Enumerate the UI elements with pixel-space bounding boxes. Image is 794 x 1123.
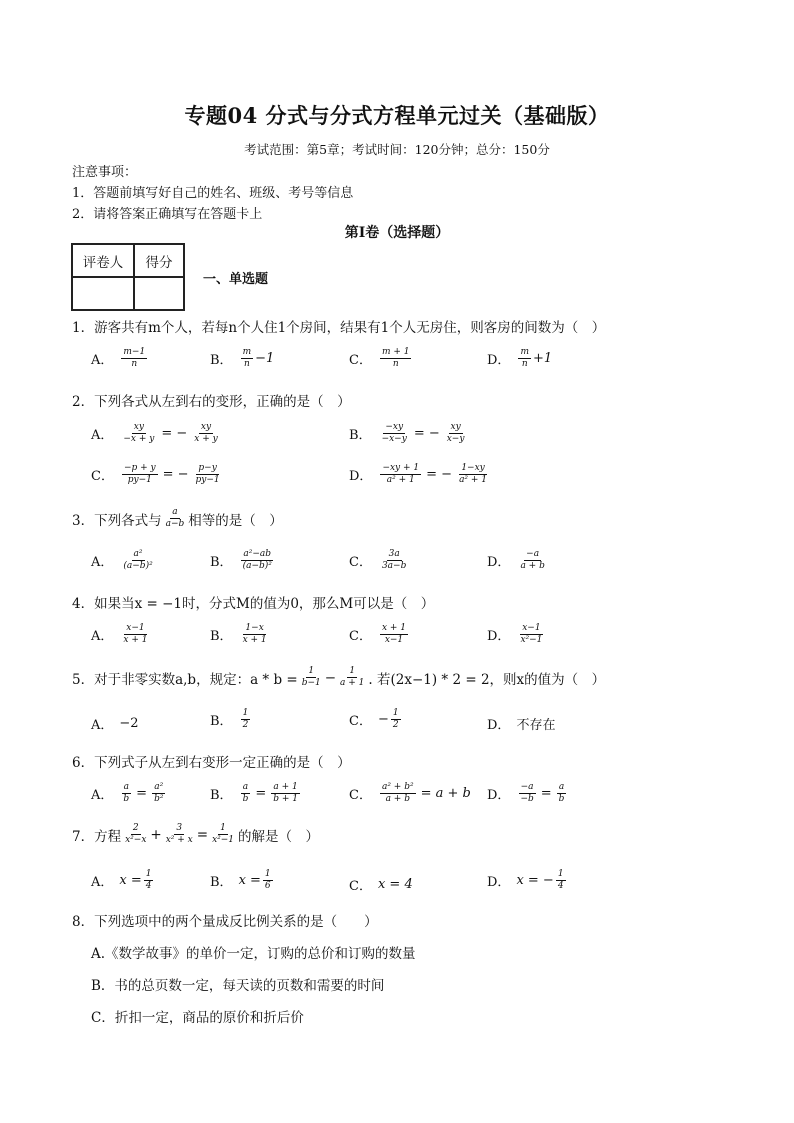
score-table-score-cell[interactable] (134, 277, 184, 310)
question-8-option-c[interactable]: C．折扣一定，商品的原价和折后价 (91, 1010, 304, 1026)
numerator: 1 (556, 870, 566, 881)
option-label: B． (210, 714, 233, 730)
question-6-option-d[interactable] (487, 783, 568, 805)
fraction (263, 870, 273, 892)
fraction (271, 783, 300, 805)
question-7-option-a[interactable] (91, 870, 155, 892)
denominator: n (131, 359, 138, 370)
option-label: A． (91, 875, 114, 891)
numerator: 1 (241, 709, 251, 720)
operator: − (324, 669, 337, 686)
denominator: n (243, 359, 250, 370)
denominator: 3a−b (381, 561, 407, 572)
fraction (210, 824, 236, 846)
fraction (338, 667, 366, 689)
option-prefix: x = (119, 873, 142, 889)
numerator: xy (449, 423, 463, 434)
fraction (241, 709, 251, 731)
question-5-option-a[interactable] (91, 714, 139, 733)
numerator: m + 1 (380, 348, 412, 359)
fraction (164, 824, 195, 846)
numerator: −a (524, 550, 541, 561)
numerator: x−1 (520, 624, 542, 635)
numerator: a² + b² (380, 783, 416, 794)
question-1-option-c[interactable] (349, 348, 413, 370)
numerator: 1 (144, 870, 154, 881)
denominator: b−1 (301, 678, 321, 689)
option-label: B． (210, 875, 233, 891)
denominator: x−y (446, 434, 465, 445)
relation: = a + b (420, 786, 471, 802)
question-8-option-b[interactable]: B．书的总页数一定，每天读的页数和需要的时间 (91, 978, 385, 994)
numerator: 1 (347, 667, 357, 678)
fraction (121, 783, 131, 805)
question-7-stem (72, 824, 319, 846)
option-value: 不存在 (516, 718, 556, 733)
stem-text: 3．下列各式与 (72, 512, 162, 529)
question-4-option-a[interactable] (91, 624, 151, 646)
relation: = (136, 786, 148, 802)
denominator: n (392, 359, 399, 370)
score-table-grader-header: 评卷人 (72, 244, 134, 277)
fraction (445, 423, 467, 445)
denominator: a + b (385, 794, 410, 805)
question-1-option-b[interactable] (210, 348, 274, 370)
question-7-option-d[interactable] (487, 870, 568, 892)
numerator: 1 (391, 709, 401, 720)
denominator: b (558, 794, 565, 805)
fraction (380, 423, 409, 445)
numerator: p−y (196, 464, 218, 475)
numerator: a² (152, 783, 165, 794)
option-label: A． (91, 629, 114, 645)
relation: = − (426, 467, 453, 483)
numerator: a²−ab (241, 550, 273, 561)
question-4-stem: 4．如果当x = −1时，分式M的值为0，那么M可以是（ ） (72, 596, 435, 612)
exam-info: 考试范围：第5章；考试时间：120分钟；总分：150分 (244, 142, 550, 157)
stem-text: . 若(2x−1) * 2 = 2，则x的值为（ ） (368, 671, 606, 688)
numerator: 3 (174, 824, 184, 835)
notes-heading: 注意事项： (72, 165, 138, 180)
fraction (457, 464, 489, 486)
question-7-option-c[interactable] (349, 875, 413, 894)
relation: = − (162, 467, 189, 483)
option-label: D． (349, 469, 373, 485)
question-8-stem: 8．下列选项中的两个量成反比例关系的是（ ） (72, 914, 378, 930)
question-5-option-b[interactable] (210, 709, 252, 731)
denominator: (a−b)² (123, 561, 153, 572)
question-6-option-a[interactable] (91, 783, 167, 805)
denominator: x−1 (384, 635, 404, 646)
stem-text: 的解是（ ） (238, 828, 320, 845)
fraction (380, 550, 408, 572)
option-label: D． (487, 875, 511, 891)
option-label: A． (91, 788, 114, 804)
relation: = − (161, 426, 188, 442)
numerator: x−1 (124, 624, 146, 635)
fraction (121, 550, 154, 572)
option-label: A． (91, 353, 114, 369)
fraction (144, 870, 154, 892)
fraction (241, 348, 254, 370)
numerator: xy (132, 423, 146, 434)
option-label: A． (91, 428, 114, 444)
question-3-option-b[interactable] (210, 550, 276, 572)
fraction (122, 464, 158, 486)
question-8-option-a[interactable]: A.《数学故事》的单价一定，订购的总价和订购的数量 (91, 946, 416, 962)
relation: = (540, 786, 552, 802)
fraction (380, 348, 412, 370)
operator: + (150, 826, 162, 843)
fraction (241, 783, 251, 805)
option-value: −2 (119, 716, 139, 731)
option-tail: +1 (532, 351, 553, 367)
option-label: B． (210, 788, 233, 804)
score-table-grader-cell[interactable] (72, 277, 134, 310)
question-3-option-a[interactable] (91, 550, 157, 572)
fraction (194, 464, 222, 486)
fraction (164, 508, 187, 530)
numerator: 2 (131, 824, 141, 835)
stem-text: 7．方程 (72, 828, 122, 845)
fraction (300, 667, 323, 689)
fraction (518, 783, 535, 805)
question-4-option-b[interactable] (210, 624, 271, 646)
option-label: B． (210, 555, 233, 571)
denominator: b + 1 (273, 794, 298, 805)
question-4-option-d[interactable] (487, 624, 546, 646)
numerator: a² (132, 550, 145, 561)
part-title: 一、单选题 (203, 272, 269, 287)
question-2-option-d[interactable] (349, 464, 491, 486)
denominator: x²−1 (212, 835, 235, 846)
option-label: C． (349, 714, 372, 730)
fraction (192, 423, 219, 445)
denominator: 4 (557, 881, 564, 892)
numerator: a (557, 783, 566, 794)
fraction (380, 464, 421, 486)
numerator: x + 1 (380, 624, 408, 635)
question-3-stem (72, 508, 283, 530)
option-label: C． (349, 788, 372, 804)
fraction (241, 550, 274, 572)
option-label: C． (349, 879, 372, 894)
question-2-stem: 2．下列各式从左到右的变形，正确的是（ ） (72, 394, 351, 410)
numerator: −p + y (122, 464, 158, 475)
numerator: a (241, 783, 250, 794)
denominator: x²−x (125, 835, 147, 846)
numerator: 1−xy (459, 464, 486, 475)
numerator: 1 (218, 824, 228, 835)
question-7-option-b[interactable] (210, 870, 275, 892)
option-tail: −1 (255, 351, 275, 367)
option-label: B． (349, 428, 372, 444)
score-table (71, 243, 185, 311)
numerator: a (122, 783, 131, 794)
fraction (518, 550, 546, 572)
denominator: b² (154, 794, 164, 805)
numerator: a + 1 (271, 783, 299, 794)
question-6-option-c[interactable] (349, 783, 474, 805)
option-value: x = 4 (377, 877, 413, 892)
fraction (121, 348, 147, 370)
numerator: m−1 (121, 348, 147, 359)
operator: = (196, 826, 209, 843)
question-5-option-d[interactable] (487, 714, 555, 733)
numerator: a (170, 508, 179, 519)
numerator: 1 (263, 870, 273, 881)
denominator: a−b (165, 519, 185, 530)
option-label: C． (349, 353, 372, 369)
option-label: D． (487, 788, 511, 804)
option-label: C． (349, 629, 372, 645)
numerator: 1 (306, 667, 316, 678)
option-label: C． (349, 555, 372, 571)
score-table-score-header: 得分 (134, 244, 184, 277)
fraction (380, 783, 416, 805)
denominator: b (242, 794, 249, 805)
fraction (121, 423, 156, 445)
numerator: −xy + 1 (380, 464, 421, 475)
numerator: xy (199, 423, 213, 434)
question-6-stem: 6．下列式子从左到右变形一定正确的是（ ） (72, 755, 351, 771)
fraction (556, 870, 566, 892)
denominator: −x + y (123, 434, 155, 445)
option-label: D． (487, 718, 511, 733)
denominator: py−1 (195, 475, 220, 486)
page-title: 专题04 分式与分式方程单元过关（基础版） (184, 103, 610, 128)
denominator: b (123, 794, 130, 805)
denominator: a² + 1 (459, 475, 488, 486)
note-item-1: 1．答题前填写好自己的姓名、班级、考号等信息 (72, 186, 354, 201)
relation: = (255, 786, 267, 802)
numerator: m (241, 348, 254, 359)
denominator: x + 1 (123, 635, 148, 646)
option-sign: − (377, 712, 389, 728)
question-5-stem (72, 667, 605, 689)
option-label: C． (91, 469, 114, 485)
option-label: A． (91, 555, 114, 571)
denominator: 4 (145, 881, 152, 892)
denominator: n (521, 359, 528, 370)
fraction (380, 624, 408, 646)
note-item-2: 2．请将答案正确填写在答题卡上 (72, 207, 263, 222)
option-label: B． (210, 629, 233, 645)
option-prefix: x = (238, 873, 261, 889)
numerator: −a (519, 783, 536, 794)
question-2-option-c[interactable] (91, 464, 224, 486)
denominator: a + b (520, 561, 545, 572)
fraction (241, 624, 269, 646)
option-label: D． (487, 353, 511, 369)
section-title: 第Ⅰ卷（选择题） (344, 225, 450, 241)
numerator: m (518, 348, 531, 359)
option-label: B． (210, 353, 233, 369)
denominator: −b (520, 794, 534, 805)
denominator: a² + 1 (386, 475, 415, 486)
stem-text: 5．对于非零实数a,b，规定：a * b = (72, 671, 298, 688)
fraction (391, 709, 401, 731)
denominator: 6 (264, 881, 271, 892)
numerator: 1−x (243, 624, 265, 635)
option-label: D． (487, 629, 511, 645)
fraction (123, 824, 148, 846)
option-label: D． (487, 555, 511, 571)
question-6-option-b[interactable] (210, 783, 302, 805)
denominator: 2 (242, 720, 249, 731)
numerator: −xy (383, 423, 405, 434)
question-1-option-a[interactable] (91, 348, 149, 370)
option-label: A． (91, 718, 114, 733)
denominator: x²−1 (520, 635, 543, 646)
denominator: py−1 (127, 475, 152, 486)
question-3-option-c[interactable] (349, 550, 410, 572)
denominator: x + y (194, 434, 218, 445)
denominator: (a−b)² (242, 561, 272, 572)
fraction (152, 783, 165, 805)
denominator: −x−y (381, 434, 407, 445)
question-4-option-c[interactable] (349, 624, 410, 646)
fraction (518, 348, 531, 370)
denominator: a + 1 (340, 678, 365, 689)
relation: = − (413, 426, 440, 442)
question-2-option-a[interactable] (91, 423, 222, 445)
denominator: x + 1 (242, 635, 267, 646)
option-prefix: x = − (516, 873, 554, 889)
stem-text: 相等的是（ ） (188, 512, 283, 529)
denominator: 2 (392, 720, 399, 731)
question-1-stem: 1．游客共有m个人，若每n个人住1个房间，结果有1个人无房住，则客房的间数为（ ） (72, 320, 606, 336)
fraction (121, 624, 149, 646)
question-3-option-d[interactable] (487, 550, 549, 572)
fraction (557, 783, 567, 805)
numerator: 3a (387, 550, 402, 561)
denominator: x² + x (165, 835, 193, 846)
question-2-option-b[interactable] (349, 423, 468, 445)
fraction (518, 624, 544, 646)
question-1-option-d[interactable] (487, 348, 552, 370)
question-5-option-c[interactable] (349, 709, 403, 731)
